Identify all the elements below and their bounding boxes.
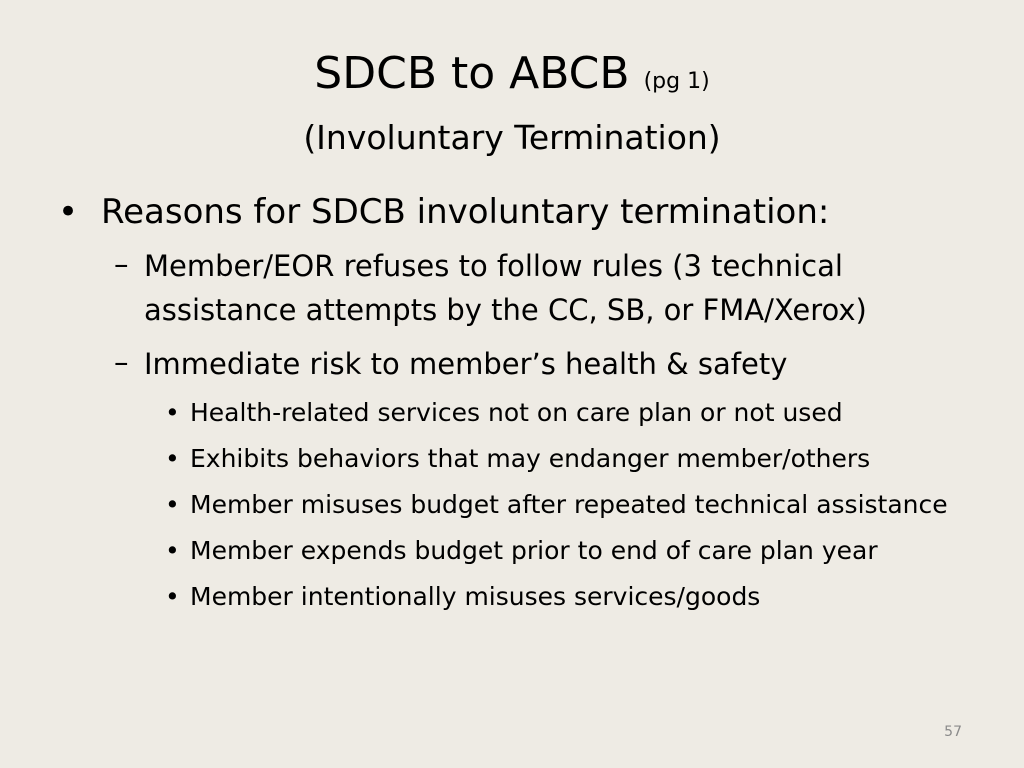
list-item <box>165 488 998 522</box>
sub-bullet-text: Member/EOR refuses to follow rules (3 technical assistance attempts by the CC, SB, or FMA/Xerox) <box>144 249 867 327</box>
list-item-text: Member intentionally misuses services/goods <box>190 582 761 611</box>
list-item <box>165 580 998 614</box>
dash-marker: – <box>114 345 129 379</box>
list-item <box>165 442 998 476</box>
bullet-marker: • <box>58 192 79 232</box>
slide-title <box>0 46 1024 160</box>
sub-bullet-immediate-risk <box>114 342 998 386</box>
list-item <box>165 534 998 568</box>
list-item-text: Exhibits behaviors that may endanger member/others <box>190 444 871 473</box>
list-item <box>165 396 998 430</box>
sub-bullet-refuses-rules <box>114 244 998 332</box>
title-page-ref: (pg 1) <box>643 69 710 94</box>
bullet-marker: • <box>165 582 180 611</box>
bullet-reasons <box>58 190 998 234</box>
bullet-marker: • <box>165 536 180 565</box>
bullet-marker: • <box>165 398 180 427</box>
list-item-text: Member misuses budget after repeated technical assistance <box>190 490 948 519</box>
title-main-text: SDCB to ABCB <box>314 48 630 99</box>
sub-bullet-text: Immediate risk to member’s health & safety <box>144 347 788 381</box>
bullet-text: Reasons for SDCB involuntary termination: <box>101 192 830 232</box>
bullet-marker: • <box>165 444 180 473</box>
title-line <box>0 46 1024 110</box>
bullet-marker: • <box>165 490 180 519</box>
list-item-text: Member expends budget prior to end of care plan year <box>190 536 878 565</box>
slide-body <box>58 190 998 626</box>
page-number: 57 <box>944 724 962 740</box>
list-item-text: Health-related services not on care plan or not used <box>190 398 843 427</box>
title-subtitle: (Involuntary Termination) <box>303 118 721 157</box>
dash-marker: – <box>114 247 129 281</box>
